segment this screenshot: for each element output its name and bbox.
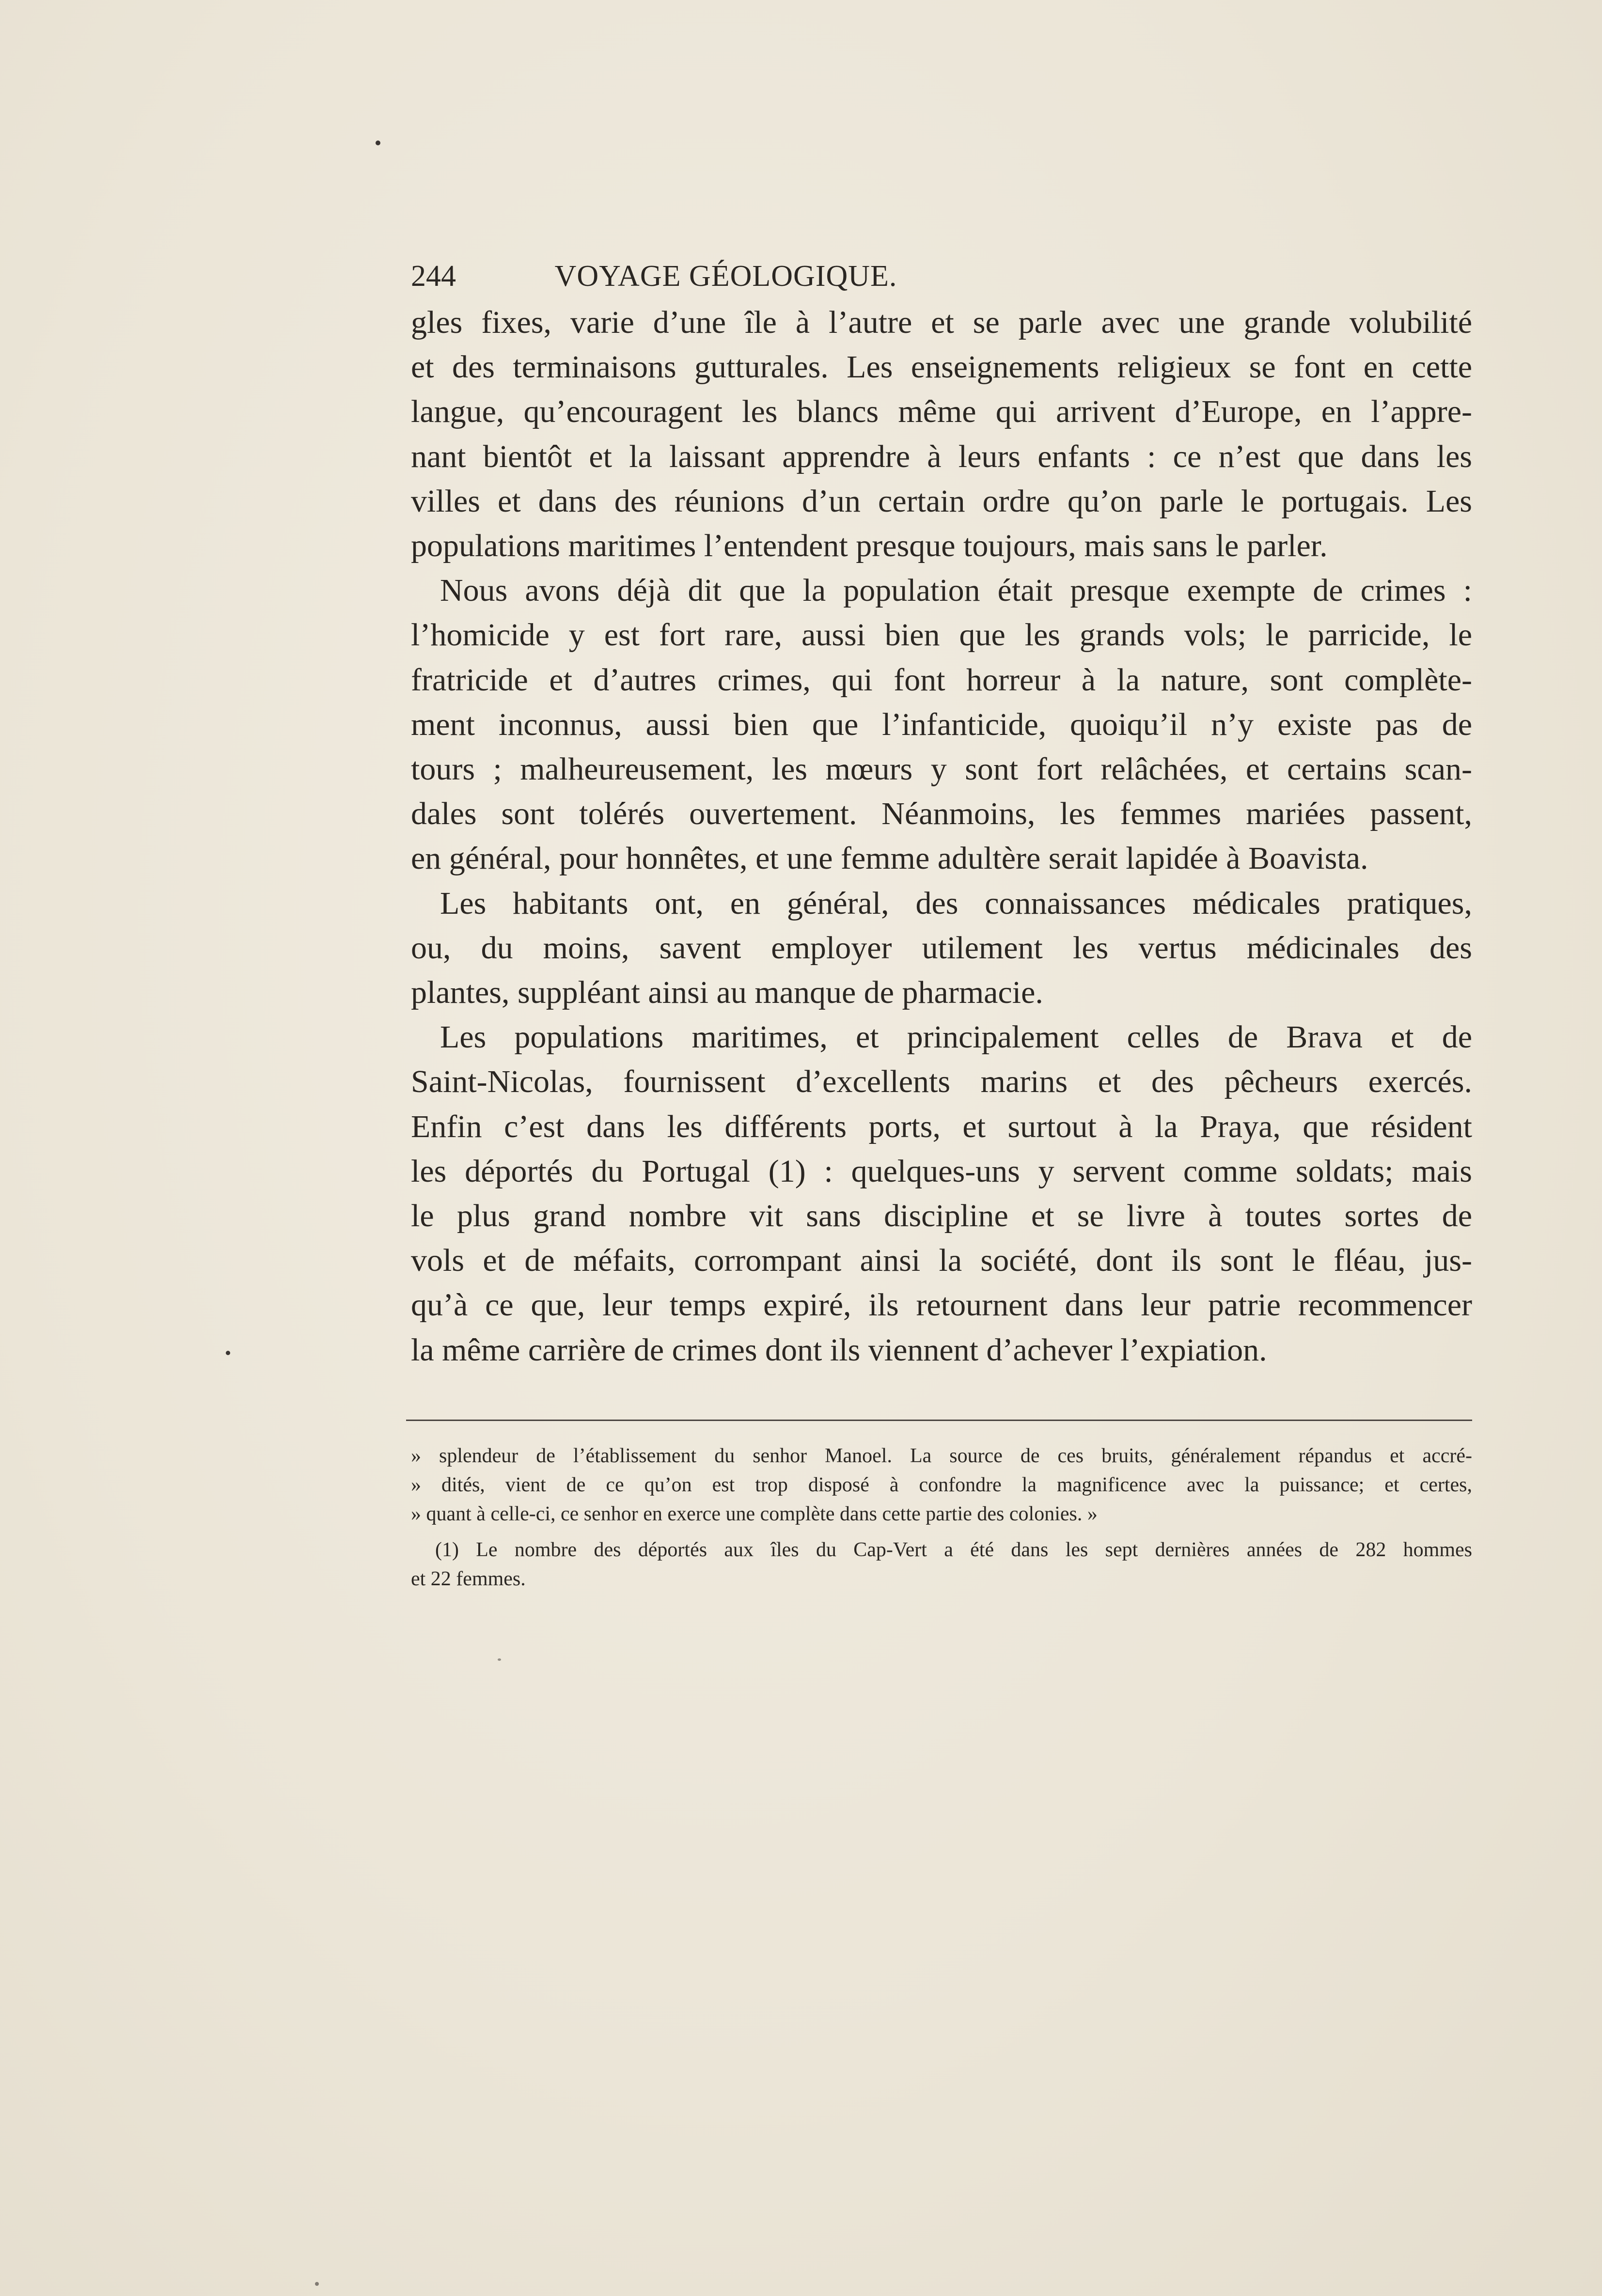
text-line: Les populations maritimes, et principalement celles de Brava et de (440, 1019, 1472, 1055)
text-line: et des terminaisons gutturales. Les enseignements religieux se font en cette (411, 349, 1472, 385)
footnote-1 (411, 1535, 1472, 1593)
paper-speck (315, 2282, 319, 2286)
text-line: Nous avons déjà dit que la population était presque exempte de crimes : (440, 573, 1472, 609)
text-line: l’homicide y est fort rare, aussi bien que les grands vols; le parricide, le (411, 617, 1472, 653)
text-line: qu’à ce que, leur temps expiré, ils retournent dans leur patrie recommencer (411, 1287, 1472, 1323)
text-line: vols et de méfaits, corrompant ainsi la société, dont ils sont le fléau, jus- (411, 1243, 1472, 1279)
footnote-line: » dités, vient de ce qu’on est trop disposé à confondre la magnificence avec la puissance; et certes, (411, 1474, 1472, 1496)
footnote-line: » quant à celle-ci, ce senhor en exerce une complète dans cette partie des colonies. » (411, 1503, 1098, 1525)
paragraph (411, 300, 1472, 568)
paragraph (411, 568, 1472, 881)
paper-speck (498, 1658, 501, 1661)
page-header (411, 257, 1472, 296)
text-line: populations maritimes l’entendent presque toujours, mais sans le parler. (411, 528, 1328, 564)
paragraph (411, 1015, 1472, 1373)
text-line: les déportés du Portugal (1) : quelques-uns y servent comme soldats; mais (411, 1153, 1472, 1189)
text-line: ou, du moins, savent employer utilement les vertus médicinales des (411, 930, 1472, 966)
text-line: plantes, suppléant ainsi au manque de pharmacie. (411, 975, 1043, 1011)
text-line: gles fixes, varie d’une île à l’autre et se parle avec une grande volubilité (411, 305, 1472, 340)
footnotes (411, 1441, 1472, 1593)
footnote-continuation (411, 1441, 1472, 1529)
text-line: Saint-Nicolas, fournissent d’excellents marins et des pêcheurs exercés. (411, 1064, 1472, 1100)
footnote-separator (406, 1420, 1472, 1421)
footnote-line: » splendeur de l’établissement du senhor Manoel. La source de ces bruits, généralement répandus et accré- (411, 1445, 1472, 1467)
footnote-gap (411, 1529, 1472, 1535)
footnote-line: (1) Le nombre des déportés aux îles du Cap-Vert a été dans les sept dernières années de 282 hommes (435, 1539, 1472, 1561)
footnote-line: et 22 femmes. (411, 1568, 526, 1590)
text-line: Enfin c’est dans les différents ports, et surtout à la Praya, que résident (411, 1109, 1472, 1144)
text-line: langue, qu’encouragent les blancs même qui arrivent d’Europe, en l’appre- (411, 394, 1472, 430)
text-line: nant bientôt et la laissant apprendre à leurs enfants : ce n’est que dans les (411, 438, 1472, 474)
paper-speck (376, 141, 380, 145)
page-number: 244 (411, 260, 456, 293)
body-text (411, 300, 1472, 1373)
text-line: tours ; malheureusement, les mœurs y sont fort relâchées, et certains scan- (411, 751, 1472, 787)
text-line: ment inconnus, aussi bien que l’infanticide, quoiqu’il n’y existe pas de (411, 706, 1472, 742)
text-line: villes et dans des réunions d’un certain ordre qu’on parle le portugais. Les (411, 483, 1472, 519)
text-line: Les habitants ont, en général, des connaissances médicales pratiques, (440, 885, 1472, 921)
paragraph (411, 881, 1472, 1015)
running-title: VOYAGE GÉOLOGIQUE. (554, 260, 897, 293)
text-line: fratricide et d’autres crimes, qui font horreur à la nature, sont complète- (411, 662, 1472, 698)
text-line: le plus grand nombre vit sans discipline et se livre à toutes sortes de (411, 1198, 1472, 1234)
paper-speck (226, 1351, 230, 1355)
text-line: dales sont tolérés ouvertement. Néanmoins, les femmes mariées passent, (411, 796, 1472, 832)
text-line: en général, pour honnêtes, et une femme adultère serait lapidée à Boavista. (411, 841, 1368, 876)
text-line: la même carrière de crimes dont ils viennent d’achever l’expiation. (411, 1332, 1267, 1368)
